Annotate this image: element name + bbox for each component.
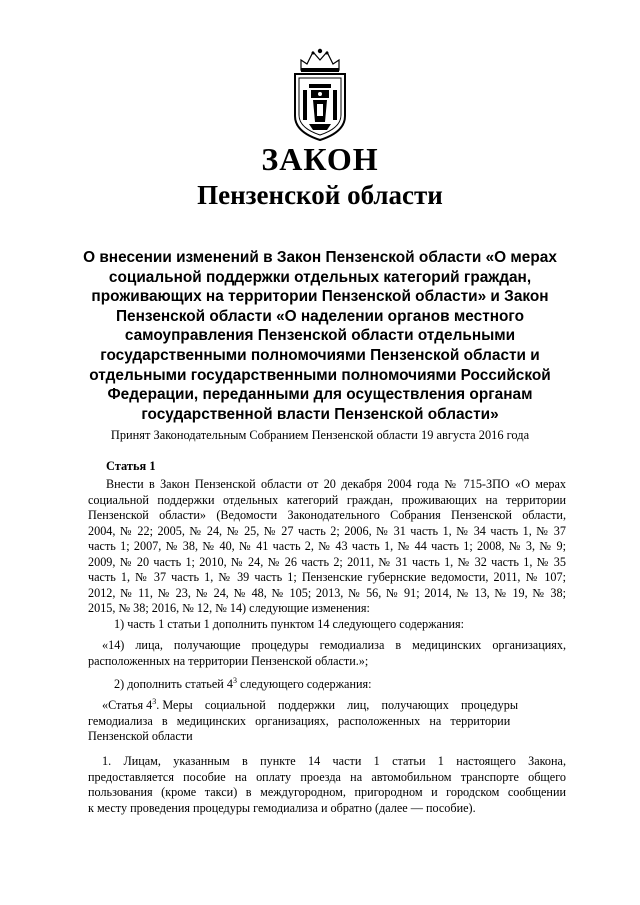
law-heading [70, 248, 570, 424]
paragraph-line: Внести в Закон Пензенской области от 20 декабря 2004 года № 715-ЗПО «О мерах [106, 477, 566, 491]
heading-line: государственными полномочиями Пензенской области и [100, 346, 540, 364]
heading-line: государственной власти Пензенской области» [141, 405, 499, 423]
item2-suffix: следующего содержания: [236, 677, 372, 691]
paragraph-line: социальной поддержки отдельных категорий граждан, проживающих на территории [88, 492, 566, 507]
heading-line: Федерации, переданными для осуществления органам [107, 386, 533, 404]
article-4-3-superscript: 3 [152, 696, 157, 706]
paragraph-line: 2004, № 22; 2005, № 24, № 25, № 27 часть 2; 2006, № 31 часть 1, № 34 часть 1, № 37 [88, 523, 566, 538]
adoption-note: Принят Законодательным Собранием Пензенской области 19 августа 2016 года [110, 428, 530, 442]
article-4-3-title [88, 698, 566, 745]
item2-text: 2) дополнить статьей 4 [114, 677, 233, 691]
heading-line: самоуправления Пензенской области отдельными [124, 327, 516, 345]
paragraph-line: 2012, № 11, № 23, № 24, № 48, № 105; 2013, № 56, № 91; 2014, № 13, № 19, № 38; [88, 585, 566, 600]
point-line: 1. Лицам, указанным в пункте 14 части 1 статьи 1 настоящего Закона, [102, 754, 566, 768]
heading-line: отдельными государственными полномочиями Российской [89, 366, 551, 384]
quote-line: расположенных на территории Пензенской области.»; [88, 653, 369, 668]
paragraph-line: 2015, № 38; 2016, № 12, № 14) следующие изменения: [88, 601, 370, 615]
article-title-line: Пензенской области [88, 729, 193, 743]
heading-line: Пензенской области «О наделении органов местного [115, 307, 525, 325]
law-title: ЗАКОН [261, 141, 379, 177]
article-4-3-prefix: «Статья 4 [102, 698, 153, 712]
article-4-3-rest: . Меры социальной поддержки лиц, получающих процедуры [156, 698, 519, 712]
amendment-item-1 [88, 617, 566, 633]
point-line: предоставляется пособие на оплату проезда на автомобильном транспорте общего [88, 769, 566, 784]
point-line: к месту проведения процедуры гемодиализа и обратно (далее — пособие). [88, 800, 476, 815]
item-line [88, 677, 566, 693]
amendment-item-2 [88, 677, 566, 693]
coat-of-arms-icon [287, 46, 353, 142]
item2-superscript: 3 [232, 675, 237, 685]
paragraph-line: 2009, № 20 часть 1; 2010, № 24, № 26 часть 2; 2011, № 31 часть 1, № 32 часть 1, № 35 [88, 554, 566, 569]
quote-line: «14) лица, получающие процедуры гемодиализа в медицинских организациях, [102, 638, 566, 652]
paragraph-line: Пензенской области» (Ведомости Законодательного Собрания Пензенской области, [88, 508, 566, 522]
heading-line: О внесении изменений в Закон Пензенской области «О мерах [83, 249, 557, 266]
heading-line: проживающих на территории Пензенской области» и Закон [91, 288, 549, 306]
heading-line: социальной поддержки отдельных категорий граждан, [108, 268, 532, 286]
article-4-3-point-1 [88, 754, 566, 816]
paragraph-line: часть 1; 2007, № 38, № 40, № 41 часть 2, № 43 часть 1, № 44 часть 1; 2008, № 3, № 9; [88, 539, 566, 553]
paragraph-line: часть 1, № 37 часть 1, № 39 часть 1; Пензенские губернские ведомости, 2011, № 107; [88, 570, 566, 584]
article-title: Статья 1 [106, 459, 156, 473]
article-paragraph-1 [88, 477, 566, 617]
article-title-line [88, 698, 566, 714]
point-line: пользования (кроме такси) в междугородном, пригородном и городском сообщении [88, 785, 566, 799]
law-region-subtitle: Пензенской области [197, 180, 443, 210]
item-line: 1) часть 1 статьи 1 дополнить пунктом 14 следующего содержания: [114, 617, 465, 631]
article-title-line: гемодиализа в медицинских организациях, расположенных на территории [88, 713, 511, 728]
amendment-item-1-quote [88, 638, 566, 669]
